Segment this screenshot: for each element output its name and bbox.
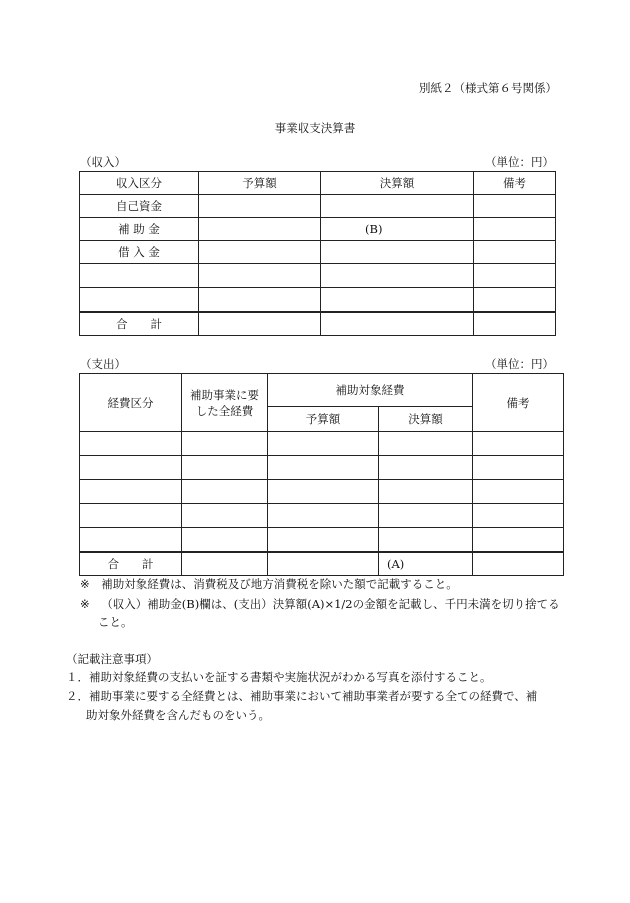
table-row [80, 456, 564, 480]
expense-category-cell[interactable] [80, 456, 182, 480]
note-text: 補助対象経費は、消費税及び地方消費税を除いた額で記載すること。 [101, 577, 458, 591]
expense-budget-cell[interactable] [268, 528, 379, 552]
income-header-budget: 予算額 [199, 172, 321, 195]
income-remarks-cell[interactable] [474, 218, 556, 241]
table-row [80, 264, 556, 288]
income-category-cell: 補 助 金 [80, 218, 199, 241]
instruction-item-2 [66, 687, 537, 705]
table-row [80, 218, 556, 241]
income-settlement-cell[interactable] [321, 195, 474, 218]
expense-settlement-cell[interactable] [379, 432, 473, 456]
income-budget-cell[interactable] [199, 264, 321, 288]
expense-settlement-cell[interactable] [379, 480, 473, 504]
income-budget-cell[interactable] [199, 288, 321, 312]
expense-header-total-cost-line2: した全経費 [195, 403, 254, 418]
expense-settlement-total[interactable]: (A) [379, 552, 473, 576]
instruction-number: １． [66, 670, 89, 684]
expense-total-cost-cell[interactable] [182, 480, 268, 504]
table-row [80, 241, 556, 264]
income-budget-cell[interactable] [199, 218, 321, 241]
note-1 [80, 575, 458, 593]
instruction-text: 補助対象経費の支払いを証する書類や実施状況がわかる写真を添付すること。 [89, 670, 492, 684]
expense-budget-cell[interactable] [268, 480, 379, 504]
instruction-text-line1: 補助事業に要する全経費とは、補助事業において補助事業者が要する全ての経費で、補 [89, 689, 538, 703]
expense-header-subsidy-group: 補助対象経費 [268, 374, 473, 407]
income-settlement-cell[interactable] [321, 288, 474, 312]
expense-remarks-cell[interactable] [473, 432, 564, 456]
income-category-cell: 自己資金 [80, 195, 199, 218]
income-total-budget[interactable] [199, 312, 321, 336]
expense-table [79, 373, 564, 576]
expense-remarks-cell[interactable] [473, 480, 564, 504]
expense-category-cell[interactable] [80, 504, 182, 528]
instruction-item-1 [66, 668, 492, 686]
income-category-cell [80, 264, 199, 288]
income-table [79, 171, 556, 336]
note-text-line1: （収入）補助金(B)欄は、(支出）決算額(A)×1/2の金額を記載し、千円未満を切り捨てる [101, 597, 560, 611]
expense-budget-cell[interactable] [268, 456, 379, 480]
income-settlement-cell[interactable]: (B) [321, 218, 474, 241]
expense-remarks-total[interactable] [473, 552, 564, 576]
income-total-label: 合 計 [80, 312, 199, 336]
expense-budget-cell[interactable] [268, 432, 379, 456]
expense-header-total-cost [182, 374, 268, 432]
income-remarks-cell[interactable] [474, 241, 556, 264]
table-row [80, 288, 556, 312]
income-remarks-cell[interactable] [474, 264, 556, 288]
expense-settlement-cell[interactable] [379, 504, 473, 528]
table-row [80, 432, 564, 456]
expense-header-category: 経費区分 [80, 374, 182, 432]
income-total-remarks[interactable] [474, 312, 556, 336]
income-settlement-cell[interactable] [321, 241, 474, 264]
expense-category-cell[interactable] [80, 528, 182, 552]
income-settlement-cell[interactable] [321, 264, 474, 288]
expense-total-cost-cell[interactable] [182, 432, 268, 456]
income-total-row [80, 312, 556, 336]
expense-section-label: （支出） [80, 357, 126, 371]
income-section-label: （収入） [80, 155, 126, 169]
expense-settlement-cell[interactable] [379, 528, 473, 552]
income-category-cell [80, 288, 199, 312]
income-header-category: 収入区分 [80, 172, 199, 195]
note-2 [80, 595, 560, 613]
income-header-settlement: 決算額 [321, 172, 474, 195]
expense-total-cost-cell[interactable] [182, 456, 268, 480]
expense-header-total-cost-line1: 補助事業に要 [190, 387, 259, 402]
income-category-cell: 借 入 金 [80, 241, 199, 264]
annex-label: 別紙２（様式第６号関係） [419, 81, 557, 95]
expense-category-cell[interactable] [80, 432, 182, 456]
expense-budget-cell[interactable] [268, 504, 379, 528]
expense-remarks-cell[interactable] [473, 504, 564, 528]
income-unit-label: （単位：円） [485, 155, 554, 169]
expense-total-cost-cell[interactable] [182, 528, 268, 552]
expense-header-settlement: 決算額 [379, 407, 473, 432]
expense-total-cost-total[interactable] [182, 552, 268, 576]
expense-remarks-cell[interactable] [473, 456, 564, 480]
document-title: 事業収支決算書 [274, 121, 356, 135]
expense-remarks-cell[interactable] [473, 528, 564, 552]
income-total-settlement[interactable] [321, 312, 474, 336]
expense-header-budget: 予算額 [268, 407, 379, 432]
instruction-number: ２． [66, 689, 89, 703]
note-mark: ※ [80, 597, 90, 611]
expense-header-remarks: 備考 [473, 374, 564, 432]
table-row [80, 528, 564, 552]
expense-total-label: 合 計 [80, 552, 182, 576]
expense-settlement-cell[interactable] [379, 456, 473, 480]
instruction-item-2-line2: 助対象外経費を含んだものをいう。 [86, 708, 270, 722]
expense-budget-total[interactable] [268, 552, 379, 576]
expense-category-cell[interactable] [80, 480, 182, 504]
income-budget-cell[interactable] [199, 241, 321, 264]
income-budget-cell[interactable] [199, 195, 321, 218]
expense-unit-label: （単位：円） [485, 357, 554, 371]
table-row [80, 504, 564, 528]
note-2-line2: こと。 [98, 615, 133, 629]
note-mark: ※ [80, 577, 90, 591]
table-row [80, 480, 564, 504]
expense-total-cost-cell[interactable] [182, 504, 268, 528]
income-remarks-cell[interactable] [474, 288, 556, 312]
income-header-remarks: 備考 [474, 172, 556, 195]
instructions-heading: （記載注意事項） [66, 652, 158, 666]
table-row [80, 195, 556, 218]
income-remarks-cell[interactable] [474, 195, 556, 218]
expense-total-row [80, 552, 564, 576]
